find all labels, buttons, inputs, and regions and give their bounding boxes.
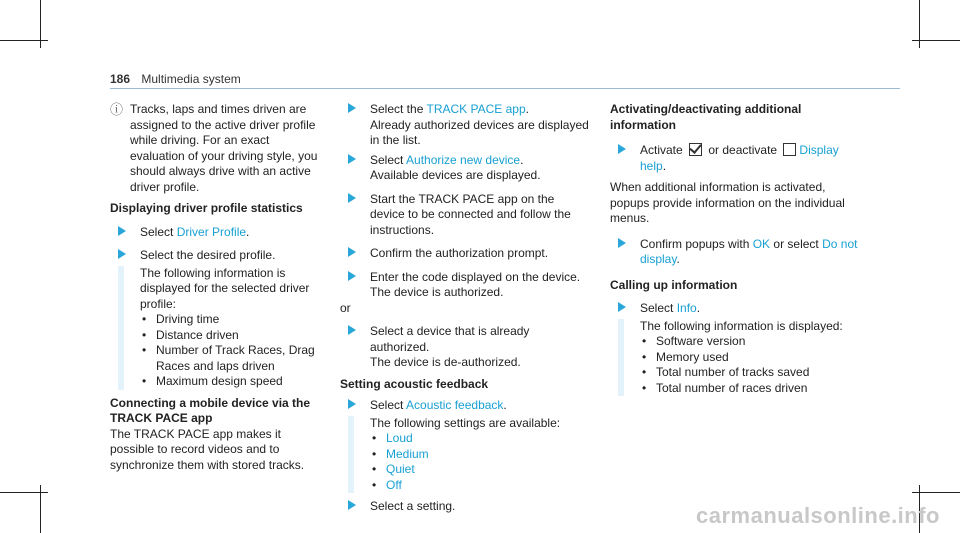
heading-additional-info: Activating/deactivating additional information [610, 102, 802, 132]
arrow-icon [618, 302, 626, 312]
page-header [110, 72, 241, 86]
step-text: Select [140, 224, 177, 239]
step [340, 192, 590, 239]
step-text: Select [370, 152, 407, 167]
step-info: The device is de-authorized. [370, 355, 521, 369]
do-not-display-link[interactable]: Do not display [640, 236, 858, 266]
step-text: Activate [640, 143, 687, 157]
bullet-icon: • [142, 312, 147, 326]
list-text: Total number of races driven [656, 380, 808, 395]
info-link[interactable]: Info [676, 301, 697, 315]
step-text: . [503, 398, 507, 412]
step-text: . [246, 224, 250, 239]
step [340, 398, 590, 414]
column-2 [340, 102, 590, 515]
arrow-icon [348, 103, 356, 113]
header-rule [110, 88, 900, 89]
bullet-icon: • [372, 462, 377, 476]
step-text: . [525, 102, 529, 116]
list-item [140, 374, 325, 390]
arrow-icon [118, 249, 126, 259]
list-item [140, 343, 325, 374]
watermark: carmanualsonline.info [696, 503, 940, 528]
step-text: Enter the code displayed on the device. [370, 269, 581, 284]
list-text: Memory used [656, 349, 729, 364]
body-text: When additional information is activated, popups provide information on the individual menus. [610, 180, 845, 225]
step-text: Select [640, 301, 677, 315]
list-text: Software version [656, 334, 746, 348]
bullet-icon: • [372, 431, 377, 445]
step-info: The device is authorized. [370, 285, 504, 299]
bullet-icon: • [142, 343, 147, 357]
arrow-icon [348, 325, 356, 335]
crop-mark [912, 40, 960, 41]
list-text: Driving time [156, 312, 220, 326]
arrow-icon [118, 226, 126, 236]
column-1 [110, 102, 325, 473]
list-item [640, 334, 860, 350]
step-text: . [662, 158, 667, 173]
bullet-icon: • [642, 380, 647, 395]
info-icon: ⓘ [110, 102, 124, 117]
list-text: Number of Track Races, Drag Races and laps driven [156, 343, 315, 373]
step-text: . [676, 252, 680, 266]
bullet-icon: • [372, 477, 377, 492]
section-title: Multimedia system [141, 72, 241, 86]
step-info: The following information is displayed for the selected driver profile: [140, 265, 310, 311]
step-text: Select the [370, 102, 427, 116]
step-text: Select the desired profile. [140, 248, 276, 262]
column-3 [610, 102, 860, 396]
step-text: or deactivate [705, 143, 781, 157]
option-quiet[interactable]: Quiet [386, 462, 415, 476]
list-item[interactable] [370, 462, 590, 478]
arrow-icon [348, 247, 356, 257]
heading-calling-up-info: Calling up information [610, 277, 738, 292]
step [340, 153, 590, 184]
checkbox-unchecked-icon [783, 143, 796, 156]
bullet-icon: • [642, 365, 647, 379]
arrow-icon [348, 500, 356, 510]
heading-acoustic-feedback: Setting acoustic feedback [340, 376, 489, 391]
track-pace-app-link[interactable]: TRACK PACE app [426, 102, 526, 116]
heading-connecting-device: Connecting a mobile device via the TRACK PACE app [110, 395, 311, 425]
option-loud[interactable]: Loud [386, 431, 413, 445]
authorize-new-device-link[interactable]: Authorize new device [406, 152, 521, 167]
display-help-link[interactable]: Display help [640, 143, 839, 173]
list-item[interactable] [370, 478, 590, 494]
list-text: Total number of tracks saved [656, 365, 810, 379]
bullet-icon: • [372, 446, 377, 461]
step-text: Select a device that is already authorized. [370, 324, 530, 354]
step-text: . [696, 301, 701, 315]
list-item [640, 350, 860, 366]
step-info: The following information is displayed: [640, 318, 843, 333]
arrow-icon [618, 144, 626, 154]
arrow-icon [348, 193, 356, 203]
list-item [640, 381, 860, 397]
info-band [618, 319, 860, 397]
bullet-icon: • [142, 374, 147, 388]
step [340, 270, 590, 301]
arrow-icon [348, 154, 356, 164]
checkbox-checked-icon [689, 143, 702, 156]
list-item[interactable] [370, 431, 590, 447]
step [340, 102, 590, 149]
bullet-icon: • [142, 327, 147, 342]
step-text: Start the TRACK PACE app on the device to be connected and follow the instructions. [370, 191, 571, 237]
step-text: or select [770, 236, 823, 251]
step-info: Already authorized devices are displayed in the list. [370, 117, 589, 147]
step [340, 324, 590, 371]
list-item[interactable] [370, 447, 590, 463]
step-text: Confirm the authorization prompt. [370, 246, 549, 260]
list-item [140, 328, 325, 344]
heading-driver-statistics: Displaying driver profile statistics [110, 201, 303, 215]
list-text: Maximum design speed [156, 374, 283, 388]
list-text: Distance driven [156, 327, 239, 342]
step-info: Available devices are displayed. [370, 168, 541, 182]
crop-mark [0, 492, 48, 493]
list-item [140, 312, 325, 328]
arrow-icon [618, 238, 626, 248]
bullet-icon: • [642, 334, 647, 348]
or-text: or [340, 300, 351, 315]
note-text: Tracks, laps and times driven are assigned to the active driver profile while driving. For an exact evaluation of your driving style, you should always drive with an active driver profile. [130, 102, 318, 194]
step [610, 237, 860, 268]
step [610, 143, 860, 174]
step-text: . [520, 152, 524, 167]
step-info: The following settings are available: [370, 415, 561, 430]
crop-mark [912, 492, 960, 493]
step [340, 499, 590, 515]
driver-profile-link[interactable]: Driver Profile [176, 224, 247, 239]
arrow-icon [348, 399, 356, 409]
info-band [118, 266, 325, 390]
crop-mark [0, 40, 48, 41]
step [340, 246, 590, 262]
bullet-icon: • [642, 349, 647, 364]
option-medium[interactable]: Medium [386, 446, 429, 461]
step [610, 301, 860, 317]
option-off[interactable]: Off [386, 477, 402, 492]
step-text: Select [370, 398, 407, 412]
arrow-icon [348, 271, 356, 281]
acoustic-feedback-link[interactable]: Acoustic feedback [406, 398, 504, 412]
step [110, 248, 325, 264]
page-number: 186 [110, 72, 131, 86]
info-band [348, 416, 590, 494]
step-text: Confirm popups with [640, 236, 753, 251]
step [110, 225, 325, 241]
note [110, 102, 325, 195]
step-text: Select a setting. [370, 499, 456, 513]
list-item [640, 365, 860, 381]
body-text: The TRACK PACE app makes it possible to record videos and to synchronize them with stored tracks. [110, 426, 305, 472]
ok-link[interactable]: OK [752, 236, 771, 251]
